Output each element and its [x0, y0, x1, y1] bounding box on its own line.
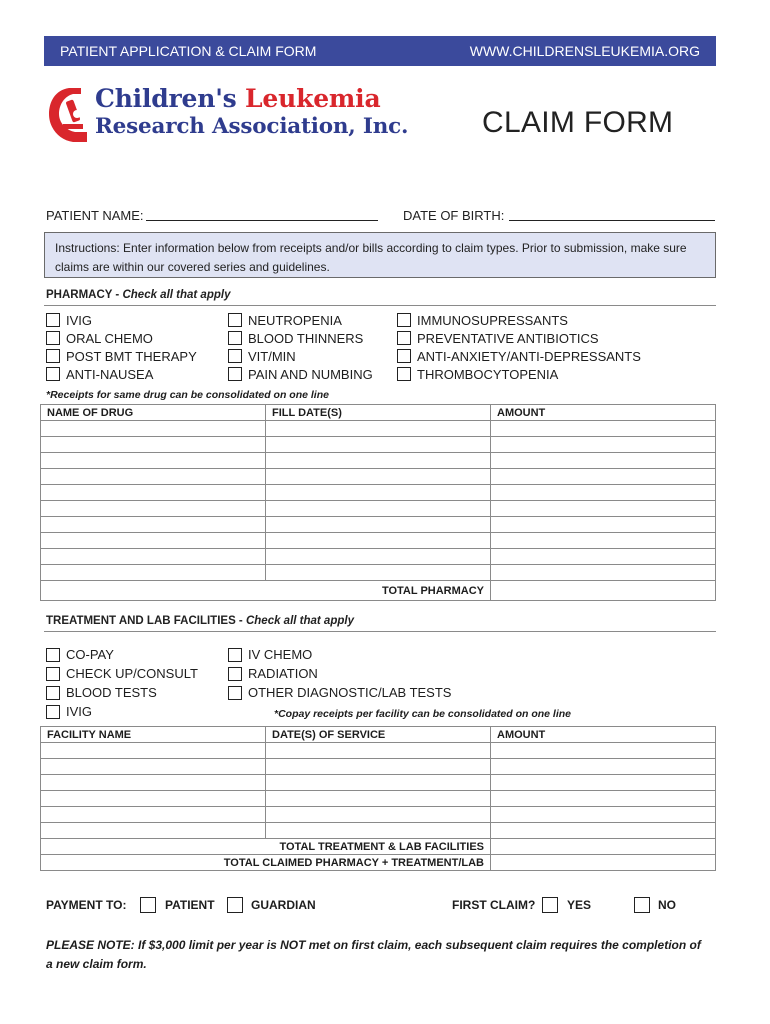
table-cell[interactable] — [266, 501, 491, 517]
pharmacy-option-oral-chemo[interactable] — [46, 329, 197, 347]
table-row — [41, 743, 716, 759]
grand-total-amount[interactable] — [491, 855, 716, 871]
pharmacy-option-vit-min[interactable] — [228, 347, 373, 365]
checkbox[interactable] — [634, 897, 650, 913]
table-cell[interactable] — [491, 807, 716, 823]
treatment-option-blood-tests[interactable] — [46, 683, 198, 702]
option-label: BLOOD TESTS — [66, 685, 157, 700]
pharmacy-option-immunosupressants[interactable] — [397, 311, 641, 329]
table-cell[interactable] — [491, 453, 716, 469]
table-row — [41, 807, 716, 823]
option-label: IMMUNOSUPRESSANTS — [417, 312, 568, 328]
pharmacy-option-ivig[interactable] — [46, 311, 197, 329]
treatment-heading-italic: Check all that apply — [245, 615, 354, 627]
table-cell[interactable] — [41, 791, 266, 807]
treatment-options-col2 — [228, 645, 451, 702]
table-cell[interactable] — [41, 549, 266, 565]
column-header: FACILITY NAME — [41, 727, 266, 743]
table-cell[interactable] — [266, 791, 491, 807]
checkbox[interactable] — [397, 367, 411, 381]
table-cell[interactable] — [491, 759, 716, 775]
option-label: CHECK UP/CONSULT — [66, 666, 198, 681]
total-pharmacy-row — [41, 581, 716, 601]
table-cell[interactable] — [266, 743, 491, 759]
checkbox[interactable] — [227, 897, 243, 913]
checkbox[interactable] — [46, 667, 60, 681]
checkbox[interactable] — [228, 686, 242, 700]
checkbox[interactable] — [228, 313, 242, 327]
option-label: PAIN AND NUMBING — [248, 366, 373, 382]
dob-field[interactable] — [509, 220, 715, 221]
table-cell[interactable] — [41, 469, 266, 485]
table-row — [41, 823, 716, 839]
pharmacy-options-col3 — [397, 311, 641, 383]
logo-text-research: Research Association, Inc. — [95, 114, 409, 139]
table-cell[interactable] — [41, 437, 266, 453]
header-left-text: PATIENT APPLICATION & CLAIM FORM — [60, 43, 317, 59]
pharmacy-heading-italic: Check all that apply — [122, 289, 231, 301]
checkbox[interactable] — [46, 705, 60, 719]
treatment-note: *Copay receipts per facility can be consolidated on one line — [274, 708, 571, 720]
table-cell[interactable] — [266, 517, 491, 533]
table-cell[interactable] — [266, 759, 491, 775]
option-label: ORAL CHEMO — [66, 330, 153, 346]
total-pharmacy-label: TOTAL PHARMACY — [41, 581, 491, 601]
checkbox[interactable] — [397, 313, 411, 327]
patient-name-label: PATIENT NAME: — [46, 208, 144, 223]
option-label: ANTI-NAUSEA — [66, 366, 154, 382]
table-cell[interactable] — [41, 517, 266, 533]
option-label: ANTI-ANXIETY/ANTI-DEPRESSANTS — [417, 348, 641, 364]
treatment-divider — [44, 631, 716, 632]
option-label: NEUTROPENIA — [248, 312, 342, 328]
table-cell[interactable] — [266, 549, 491, 565]
table-row — [41, 565, 716, 581]
option-label: YES — [567, 898, 592, 912]
option-label: VIT/MIN — [248, 348, 296, 364]
treatment-table — [40, 726, 716, 871]
table-cell[interactable] — [266, 807, 491, 823]
treatment-option-ivig[interactable] — [46, 702, 198, 721]
table-cell[interactable] — [266, 775, 491, 791]
total-treatment-label: TOTAL TREATMENT & LAB FACILITIES — [41, 839, 491, 855]
checkbox[interactable] — [46, 686, 60, 700]
pharmacy-option-thrombocytopenia[interactable] — [397, 365, 641, 383]
treatment-option-copay[interactable] — [46, 645, 198, 664]
table-header-row — [41, 727, 716, 743]
first-claim-no[interactable] — [634, 897, 676, 913]
table-cell[interactable] — [266, 485, 491, 501]
checkbox[interactable] — [228, 331, 242, 345]
checkbox[interactable] — [46, 313, 60, 327]
total-treatment-amount[interactable] — [491, 839, 716, 855]
logo-text-childrens: Children's — [95, 84, 246, 113]
instructions-box: Instructions: Enter information below from receipts and/or bills according to claim types. Prior to submission, make sure claims are within our covered series and guidelines. — [44, 232, 716, 278]
table-cell[interactable] — [41, 485, 266, 501]
grand-total-label: TOTAL CLAIMED PHARMACY + TREATMENT/LAB — [41, 855, 491, 871]
treatment-heading — [46, 615, 354, 627]
table-row — [41, 791, 716, 807]
pharmacy-option-post-bmt[interactable] — [46, 347, 197, 365]
page-title: CLAIM FORM — [482, 106, 674, 139]
checkbox[interactable] — [46, 331, 60, 345]
table-cell[interactable] — [41, 775, 266, 791]
table-cell[interactable] — [266, 437, 491, 453]
checkbox[interactable] — [46, 349, 60, 363]
grand-total-row — [41, 855, 716, 871]
pharmacy-divider — [44, 305, 716, 306]
dob-label: DATE OF BIRTH: — [403, 208, 505, 223]
checkbox[interactable] — [228, 667, 242, 681]
pharmacy-heading-text: PHARMACY - — [46, 289, 123, 301]
option-label: BLOOD THINNERS — [248, 330, 364, 346]
logo-text-leukemia: Leukemia — [245, 84, 381, 113]
table-cell[interactable] — [266, 469, 491, 485]
option-label: CO-PAY — [66, 647, 114, 662]
checkbox[interactable] — [228, 367, 242, 381]
option-label: OTHER DIAGNOSTIC/LAB TESTS — [248, 685, 452, 700]
table-row — [41, 759, 716, 775]
treatment-option-radiation[interactable] — [228, 664, 451, 683]
column-header: FILL DATE(S) — [266, 405, 491, 421]
option-label: POST BMT THERAPY — [66, 348, 197, 364]
table-cell[interactable] — [41, 533, 266, 549]
pharmacy-option-anti-nausea[interactable] — [46, 365, 197, 383]
table-cell[interactable] — [41, 453, 266, 469]
checkbox[interactable] — [46, 367, 60, 381]
column-header: NAME OF DRUG — [41, 405, 266, 421]
table-header-row — [41, 405, 716, 421]
table-cell[interactable] — [491, 549, 716, 565]
checkbox[interactable] — [228, 648, 242, 662]
table-cell[interactable] — [41, 565, 266, 581]
table-cell[interactable] — [491, 437, 716, 453]
first-claim-yes[interactable] — [542, 897, 591, 913]
table-row — [41, 501, 716, 517]
pharmacy-note: *Receipts for same drug can be consolidated on one line — [46, 389, 329, 401]
payment-option-patient[interactable] — [140, 897, 215, 913]
table-cell[interactable] — [266, 453, 491, 469]
table-cell[interactable] — [491, 743, 716, 759]
table-row — [41, 485, 716, 501]
option-label: IV CHEMO — [248, 647, 313, 662]
patient-name-field[interactable] — [146, 220, 378, 221]
table-row — [41, 517, 716, 533]
table-cell[interactable] — [491, 565, 716, 581]
option-label: NO — [658, 898, 676, 912]
option-label: IVIG — [66, 704, 93, 719]
checkbox[interactable] — [228, 349, 242, 363]
treatment-option-other-diagnostic[interactable] — [228, 683, 451, 702]
payment-to-label: PAYMENT TO: — [46, 898, 127, 912]
microscope-logo-icon — [47, 84, 91, 146]
table-cell[interactable] — [41, 823, 266, 839]
header-bar — [44, 36, 716, 66]
table-cell[interactable] — [491, 533, 716, 549]
table-cell[interactable] — [266, 533, 491, 549]
table-cell[interactable] — [266, 823, 491, 839]
table-cell[interactable] — [266, 421, 491, 437]
table-cell[interactable] — [41, 421, 266, 437]
option-label: PREVENTATIVE ANTIBIOTICS — [417, 330, 599, 346]
table-cell[interactable] — [41, 759, 266, 775]
pharmacy-option-neutropenia[interactable] — [228, 311, 373, 329]
treatment-option-checkup[interactable] — [46, 664, 198, 683]
total-pharmacy-amount[interactable] — [491, 581, 716, 601]
table-cell[interactable] — [266, 565, 491, 581]
option-label: GUARDIAN — [251, 898, 316, 912]
pharmacy-option-preventative-antibiotics[interactable] — [397, 329, 641, 347]
please-note: PLEASE NOTE: If $3,000 limit per year is NOT met on first claim, each subsequent claim requires the completion of a new claim form. — [46, 938, 701, 971]
table-cell[interactable] — [491, 469, 716, 485]
table-row — [41, 533, 716, 549]
pharmacy-options-col1 — [46, 311, 197, 383]
checkbox[interactable] — [542, 897, 558, 913]
table-cell[interactable] — [491, 775, 716, 791]
option-label: RADIATION — [248, 666, 318, 681]
table-cell[interactable] — [491, 485, 716, 501]
table-row — [41, 437, 716, 453]
table-cell[interactable] — [491, 501, 716, 517]
table-row — [41, 421, 716, 437]
header-website: WWW.CHILDRENSLEUKEMIA.ORG — [469, 43, 700, 59]
checkbox[interactable] — [397, 331, 411, 345]
table-cell[interactable] — [491, 421, 716, 437]
option-label: IVIG — [66, 312, 93, 328]
first-claim-label: FIRST CLAIM? — [452, 898, 536, 912]
table-cell[interactable] — [41, 743, 266, 759]
pharmacy-table — [40, 404, 716, 601]
table-cell[interactable] — [491, 791, 716, 807]
pharmacy-heading — [46, 289, 230, 301]
checkbox[interactable] — [46, 648, 60, 662]
column-header: AMOUNT — [491, 405, 716, 421]
treatment-heading-text: TREATMENT AND LAB FACILITIES - — [46, 615, 246, 627]
table-row — [41, 549, 716, 565]
pharmacy-option-pain-numbing[interactable] — [228, 365, 373, 383]
total-treatment-row — [41, 839, 716, 855]
payment-option-guardian[interactable] — [227, 897, 316, 913]
column-header: DATE(S) OF SERVICE — [266, 727, 491, 743]
table-row — [41, 469, 716, 485]
table-cell[interactable] — [41, 807, 266, 823]
treatment-options-col1 — [46, 645, 198, 721]
organization-logo — [47, 82, 407, 147]
checkbox[interactable] — [140, 897, 156, 913]
table-cell[interactable] — [491, 823, 716, 839]
option-label: THROMBOCYTOPENIA — [417, 366, 559, 382]
table-cell[interactable] — [41, 501, 266, 517]
pharmacy-option-blood-thinners[interactable] — [228, 329, 373, 347]
table-cell[interactable] — [491, 517, 716, 533]
treatment-option-iv-chemo[interactable] — [228, 645, 451, 664]
pharmacy-option-anti-anxiety[interactable] — [397, 347, 641, 365]
option-label: PATIENT — [165, 898, 215, 912]
pharmacy-options-col2 — [228, 311, 373, 383]
table-row — [41, 453, 716, 469]
checkbox[interactable] — [397, 349, 411, 363]
column-header: AMOUNT — [491, 727, 716, 743]
table-row — [41, 775, 716, 791]
